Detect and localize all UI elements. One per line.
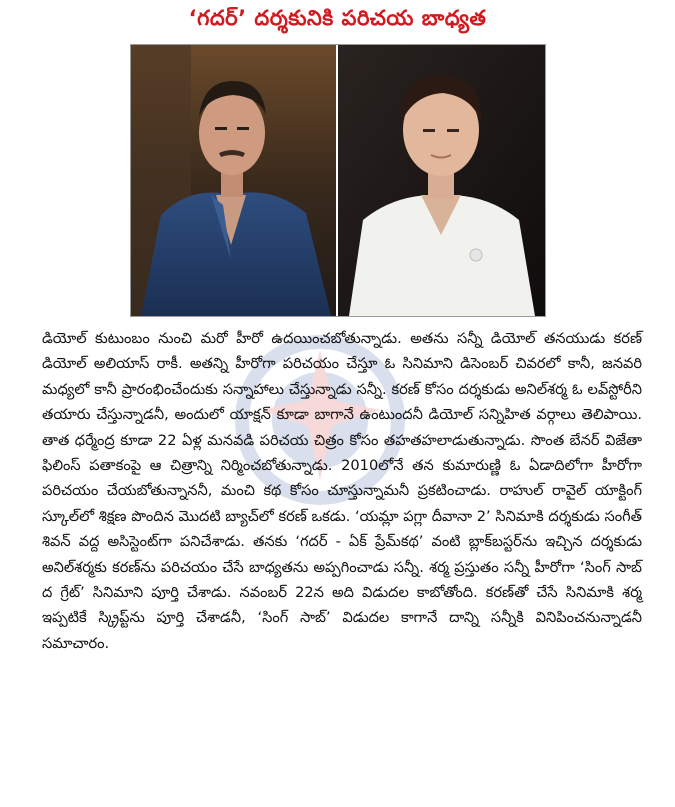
article-body: డియోల్ కుటుంబం నుంచి మరో హీరో ఉదయించబోతున్నాడు. అతను సన్నీ డియోల్ తనయుడు కరణ్ డియోల్ అలియాస్ రాకీ. అతన్ని హీరోగా పరిచయం చేస్తూ ఓ సినిమాని డిసెంబర్ చివరలో కానీ, జనవరి మధ్యలో కానీ ప్రారంభించేందుకు సన్నాహాలు చేస్తున్నాడు సన్నీ. కరణ్ కోసం దర్శకుడు అనిల్‌శర్మ ఓ లవ్‌స్టోరీని తయారు చేస్తున్నాడనీ, అందులో యాక్షన్ కూడా బాగానే ఉంటుందనీ డియోల్ సన్నిహిత వర్గాలు తెలిపాయి. తాత ధర్మేంద్ర కూడా 22 ఏళ్ల మనవడి పరిచయ చిత్రం కోసం తహతహలాడుతున్నాడు. సొంత బేనర్ విజేతా ఫిలింస్ పతాకంపై ఆ చిత్రాన్ని నిర్మించబోతున్నాడు. 2010లోనే తన కుమారుణ్ణి ఓ ఏడాదిలోగా హీరోగా పరిచయం చేయబోతున్నాననీ, మంచి కథ కోసం చూస్తున్నామనీ ప్రకటించాడు. రాహుల్ రావైల్ యాక్టింగ్ స్కూల్‌లో శిక్షణ పొందిన మొదటి బ్యాచ్‌లో కరణ్ ఒకడు. ‘యమ్లా పగ్లా దీవానా 2’ సినిమాకి దర్శకుడు సంగీత్ శివన్ వద్ద అసిస్టెంట్‌గా పనిచేశాడు. తనకు ‘గదర్ - ఏక్ ప్రేమ్‌కథ’ వంటి బ్లాక్‌బస్టర్‌ను ఇచ్చిన దర్శకుడు అనిల్‌శర్మకు కరణ్‌ను పరిచయం చేసే బాధ్యతను అప్పగించాడు సన్నీ. శర్మ ప్రస్తుతం సన్నీ హీరోగా ‘సింగ్ సాబ్ ద గ్రేట్’ సినిమాని పూర్తి చేశాడు. నవంబర్ 22న అది విడుదల కాబోతోంది. కరణ్‌తో చేసే సినిమాకి శర్మ ఇప్పటికే స్క్రిప్ట్‌ను పూర్తి చేశాడనీ, ‘సింగ్ సాబ్’ విడుదల కాగానే దాన్ని సన్నీకి వినిపించనున్నాడనీ సమాచారం. [42, 330, 642, 652]
photo-right [338, 45, 545, 316]
photo-left [131, 45, 336, 316]
headline: ‘గదర్’ దర్శకునికి పరిచయ బాధ్యత [188, 6, 487, 30]
article-photo [130, 44, 546, 317]
